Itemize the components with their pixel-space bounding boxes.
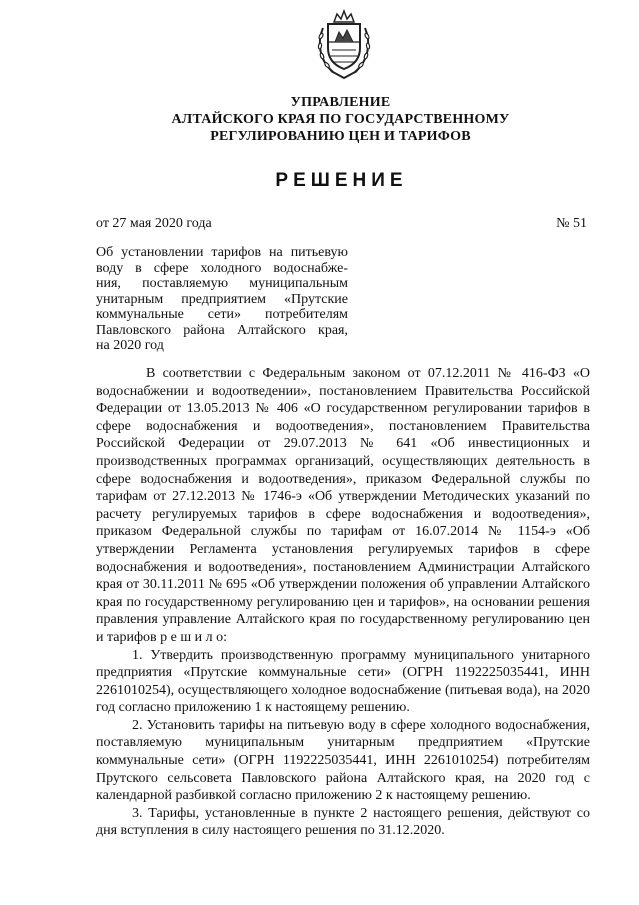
document-number: № 51 — [556, 216, 587, 231]
altai-krai-coat-of-arms-icon — [315, 8, 373, 82]
preamble-paragraph: В соответствии с Федеральным законом от 07.12.2011 № 416-ФЗ «О водоснабжении и водоотведении», постановлением Правительства Российской Федерации от 13.05.2013 № 406 «О государственном регулировании тарифов в сфере водоснабжения и водоотведения», постановлением Правительства Российской Федерации от 29.07.2013 № 641 «Об инвестиционных и производственных программах организаций, осуществляющих деятельность в сфере водоснабжения и водоотведения», приказом Федеральной службы по тарифам от 27.12.2013 № 1746-э «Об утверждении Методических указаний по расчету регулируемых тарифов в сфере водоснабжения и водоотведения», приказом Федеральной службы по тарифам от 16.07.2014 № 1154-э «Об утверждении Регламента установления регулируемых тарифов в сфере водоснабжения и водоотведения», постановлением Администрации Алтайского края от 30.11.2011 № 695 «Об утверждении положения об управлении Алтайского края по государственному регулированию цен и тарифов», на основании решения правления управление Алтайского края по государственному регулированию цен и тарифов р е ш и л о: — [96, 366, 590, 645]
authority-line: АЛТАЙСКОГО КРАЯ ПО ГОСУДАРСТВЕННОМУ — [171, 112, 510, 127]
authority-line: УПРАВЛЕНИЕ — [290, 95, 391, 110]
subject-line: коммунальные сети» потребителям — [96, 307, 348, 322]
subject-line: ния, поставляемую муниципальным — [96, 276, 348, 291]
subject-line: унитарным предприятием «Прутские — [96, 291, 348, 307]
authority-name — [0, 94, 639, 145]
document-date: от 27 мая 2020 года — [96, 216, 212, 231]
subject-line: на 2020 год — [96, 338, 164, 353]
decision-item: 2. Установить тарифы на питьевую воду в сфере холодного водоснабжения, поставляемую муниципальным унитарным предприятием «Прутские коммунальные сети» (ОГРН 1192225035441, ИНН 2261010254) потребителям Прутского сельсовета Павловского района Алтайского края, на 2020 год с календарной разбивкой согласно приложению 2 к настоящему решению. — [96, 717, 590, 804]
decision-item: 3. Тарифы, установленные в пункте 2 настоящего решения, действуют со дня вступления в силу настоящего решения по 31.12.2020. — [96, 805, 590, 839]
subject-line: Об установлении тарифов на питьевую — [96, 245, 348, 260]
document-subject — [96, 245, 348, 354]
subject-line: Павловского района Алтайского края, — [96, 322, 348, 338]
decision-item: 1. Утвердить производственную программу муниципального унитарного предприятия «Прутские коммунальные сети» (ОГРН 1192225035441, ИНН 2261010254), осуществляющего холодное водоснабжение (питьевая вода), на 2020 год согласно приложению 1 к настоящему решению. — [96, 647, 590, 716]
authority-line: РЕГУЛИРОВАНИЮ ЦЕН И ТАРИФОВ — [210, 129, 471, 144]
subject-line: воду в сфере холодного водоснабже- — [96, 260, 348, 276]
document-body — [96, 365, 590, 840]
document-title: РЕШЕНИЕ — [275, 170, 408, 191]
